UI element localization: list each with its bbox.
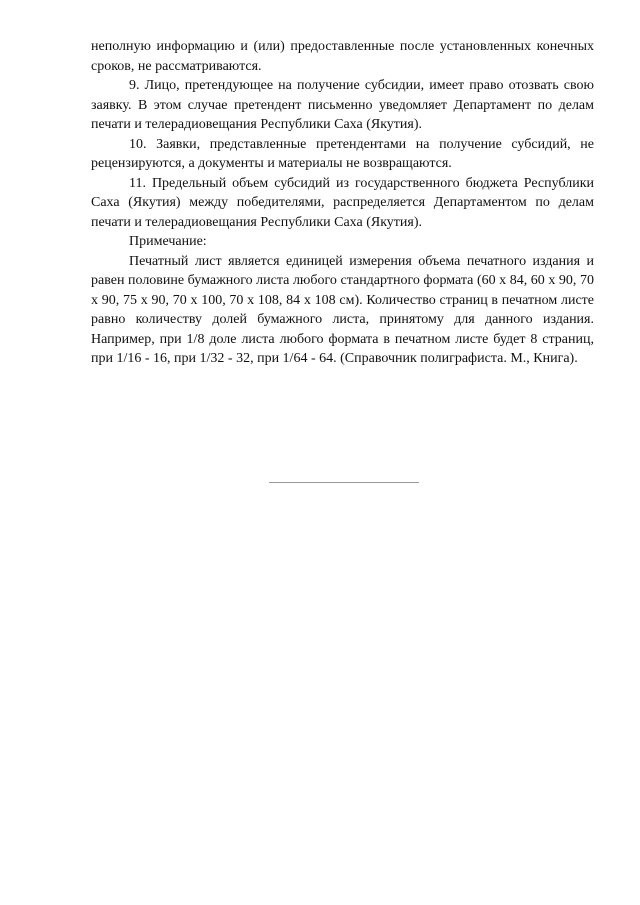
- note-text: Печатный лист является единицей измерения объема печатного издания и равен половине бумажного листа любого стандартного формата (60 x 84, 60 x 90, 70 x 90, 75 x 90, 70 x 100, 70 x 108, 84 x 108 см). Количество страниц в печатном листе равно количеству долей бумажного листа, принятому для данного издания. Например, при 1/8 доле листа любого формата в печатном листе будет 8 страниц, при 1/16 - 16, при 1/32 - 32, при 1/64 - 64. (Справочник полиграфиста. М., Книга).: [91, 253, 594, 366]
- document-body: [91, 37, 594, 369]
- paragraph-continuation: неполную информацию и (или) предоставленные после установленных конечных сроков, не рассматриваются.: [91, 39, 594, 74]
- paragraph-item-11: 11. Предельный объем субсидий из государственного бюджета Республики Саха (Якутия) между победителями, распределяется Департаментом по делам печати и телерадиовещания Республики Саха (Якутия).: [91, 175, 594, 230]
- paragraph-item-9: 9. Лицо, претендующее на получение субсидии, имеет право отозвать свою заявку. В этом случае претендент письменно уведомляет Департамент по делам печати и телерадиовещания Республики Саха (Якутия).: [91, 78, 594, 132]
- paragraph-item-10: 10. Заявки, представленные претендентами на получение субсидий, не рецензируются, а документы и материалы не возвращаются.: [91, 136, 594, 171]
- note-heading: Примечание:: [129, 234, 207, 249]
- end-divider-line: [269, 482, 419, 483]
